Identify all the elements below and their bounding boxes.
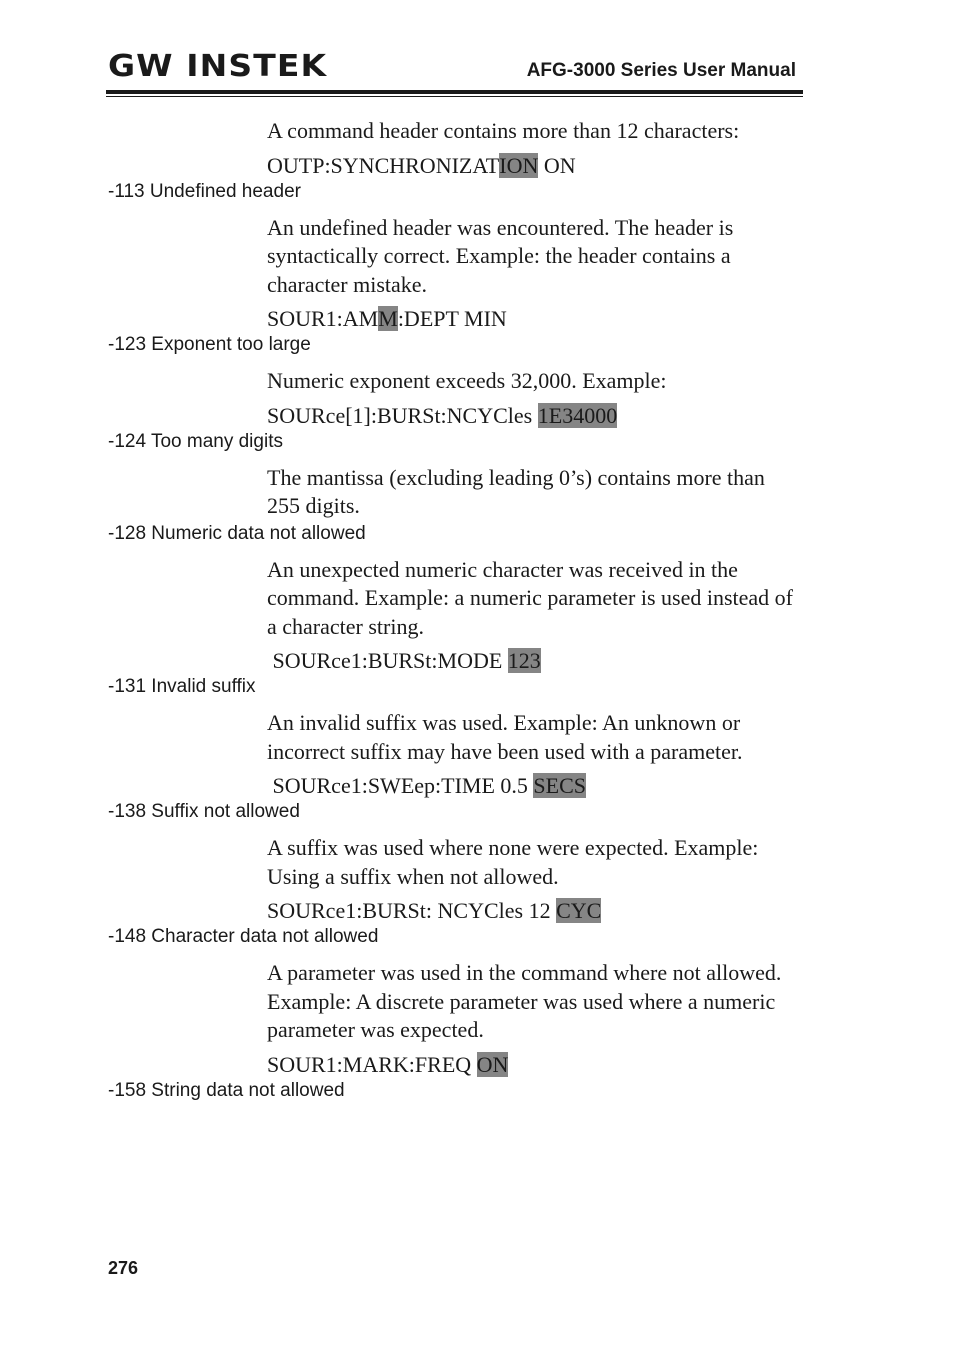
brand-logo: GW INSTEK bbox=[108, 49, 328, 84]
error-description: A parameter was used in the command where not allowed. Example: A discrete parameter was used where a numeric parameter was expected. bbox=[267, 960, 782, 1042]
error-entry bbox=[0, 924, 954, 1078]
example-command bbox=[267, 1052, 954, 1078]
error-code-heading: -148 Character data not allowed bbox=[108, 926, 379, 947]
example-command bbox=[267, 773, 954, 799]
error-entry bbox=[0, 674, 954, 799]
command-text-tail: :DEPT MIN bbox=[397, 306, 507, 331]
error-entry bbox=[0, 117, 954, 179]
error-entry bbox=[0, 799, 954, 924]
error-entry bbox=[0, 179, 954, 333]
error-code-heading: -124 Too many digits bbox=[108, 430, 283, 452]
command-text: SOURce1:BURSt:MODE bbox=[267, 648, 508, 673]
error-description: A suffix was used where none were expected. Example: Using a suffix when not allowed. bbox=[267, 835, 759, 889]
error-code-heading: -138 Suffix not allowed bbox=[108, 801, 300, 822]
error-entry bbox=[0, 429, 954, 521]
error-code-heading: -131 Invalid suffix bbox=[108, 676, 256, 697]
command-text: SOUR1:AM bbox=[267, 306, 379, 331]
error-description: Numeric exponent exceeds 32,000. Example: bbox=[267, 368, 667, 393]
example-command bbox=[267, 153, 954, 179]
page-number: 276 bbox=[108, 1258, 139, 1278]
error-description: An invalid suffix was used. Example: An unknown or incorrect suffix may have been used with a parameter. bbox=[267, 710, 743, 764]
error-entry bbox=[0, 332, 954, 429]
error-highlight: CYC bbox=[556, 898, 602, 923]
page-header bbox=[0, 0, 954, 100]
error-code-heading: -123 Exponent too large bbox=[108, 334, 311, 355]
manual-title: AFG-3000 Series User Manual bbox=[526, 60, 796, 81]
command-text-tail: ON bbox=[538, 152, 576, 178]
command-text: SOURce1:SWEep:TIME 0.5 bbox=[267, 773, 534, 798]
error-code-heading: -128 Numeric data not allowed bbox=[108, 522, 366, 544]
error-code-heading: -158 String data not allowed bbox=[108, 1079, 345, 1101]
command-text: SOURce[1]:BURSt:NCYCles bbox=[267, 402, 538, 428]
error-description: An undefined header was encountered. The header is syntactically correct. Example: the header contains a character mistake. bbox=[267, 214, 734, 297]
error-list bbox=[0, 117, 954, 1113]
example-command bbox=[267, 898, 954, 924]
error-description: An unexpected numeric character was received in the command. Example: a numeric parameter is used instead of a character string. bbox=[267, 556, 793, 639]
error-description: The mantissa (excluding leading 0’s) contains more than 255 digits. bbox=[267, 464, 765, 518]
error-highlight: M bbox=[378, 306, 398, 331]
error-code-heading: -113 Undefined header bbox=[108, 180, 301, 202]
header-rule-thick bbox=[106, 90, 803, 94]
error-highlight: 123 bbox=[507, 648, 541, 673]
command-text: SOURce1:BURSt: NCYCles 12 bbox=[267, 898, 557, 923]
header-rule-thin bbox=[106, 96, 803, 97]
error-description: A command header contains more than 12 characters: bbox=[267, 118, 740, 143]
error-highlight: ION bbox=[499, 152, 539, 178]
error-highlight: 1E34000 bbox=[537, 402, 618, 428]
example-command bbox=[267, 403, 954, 429]
error-highlight: SECS bbox=[533, 773, 586, 798]
example-command bbox=[267, 306, 954, 332]
error-highlight: ON bbox=[476, 1051, 509, 1077]
error-entry bbox=[0, 521, 954, 675]
example-command bbox=[267, 648, 954, 674]
command-text: OUTP:SYNCHRONIZAT bbox=[267, 152, 500, 178]
error-entry bbox=[0, 1078, 954, 1113]
command-text: SOUR1:MARK:FREQ bbox=[267, 1051, 477, 1077]
